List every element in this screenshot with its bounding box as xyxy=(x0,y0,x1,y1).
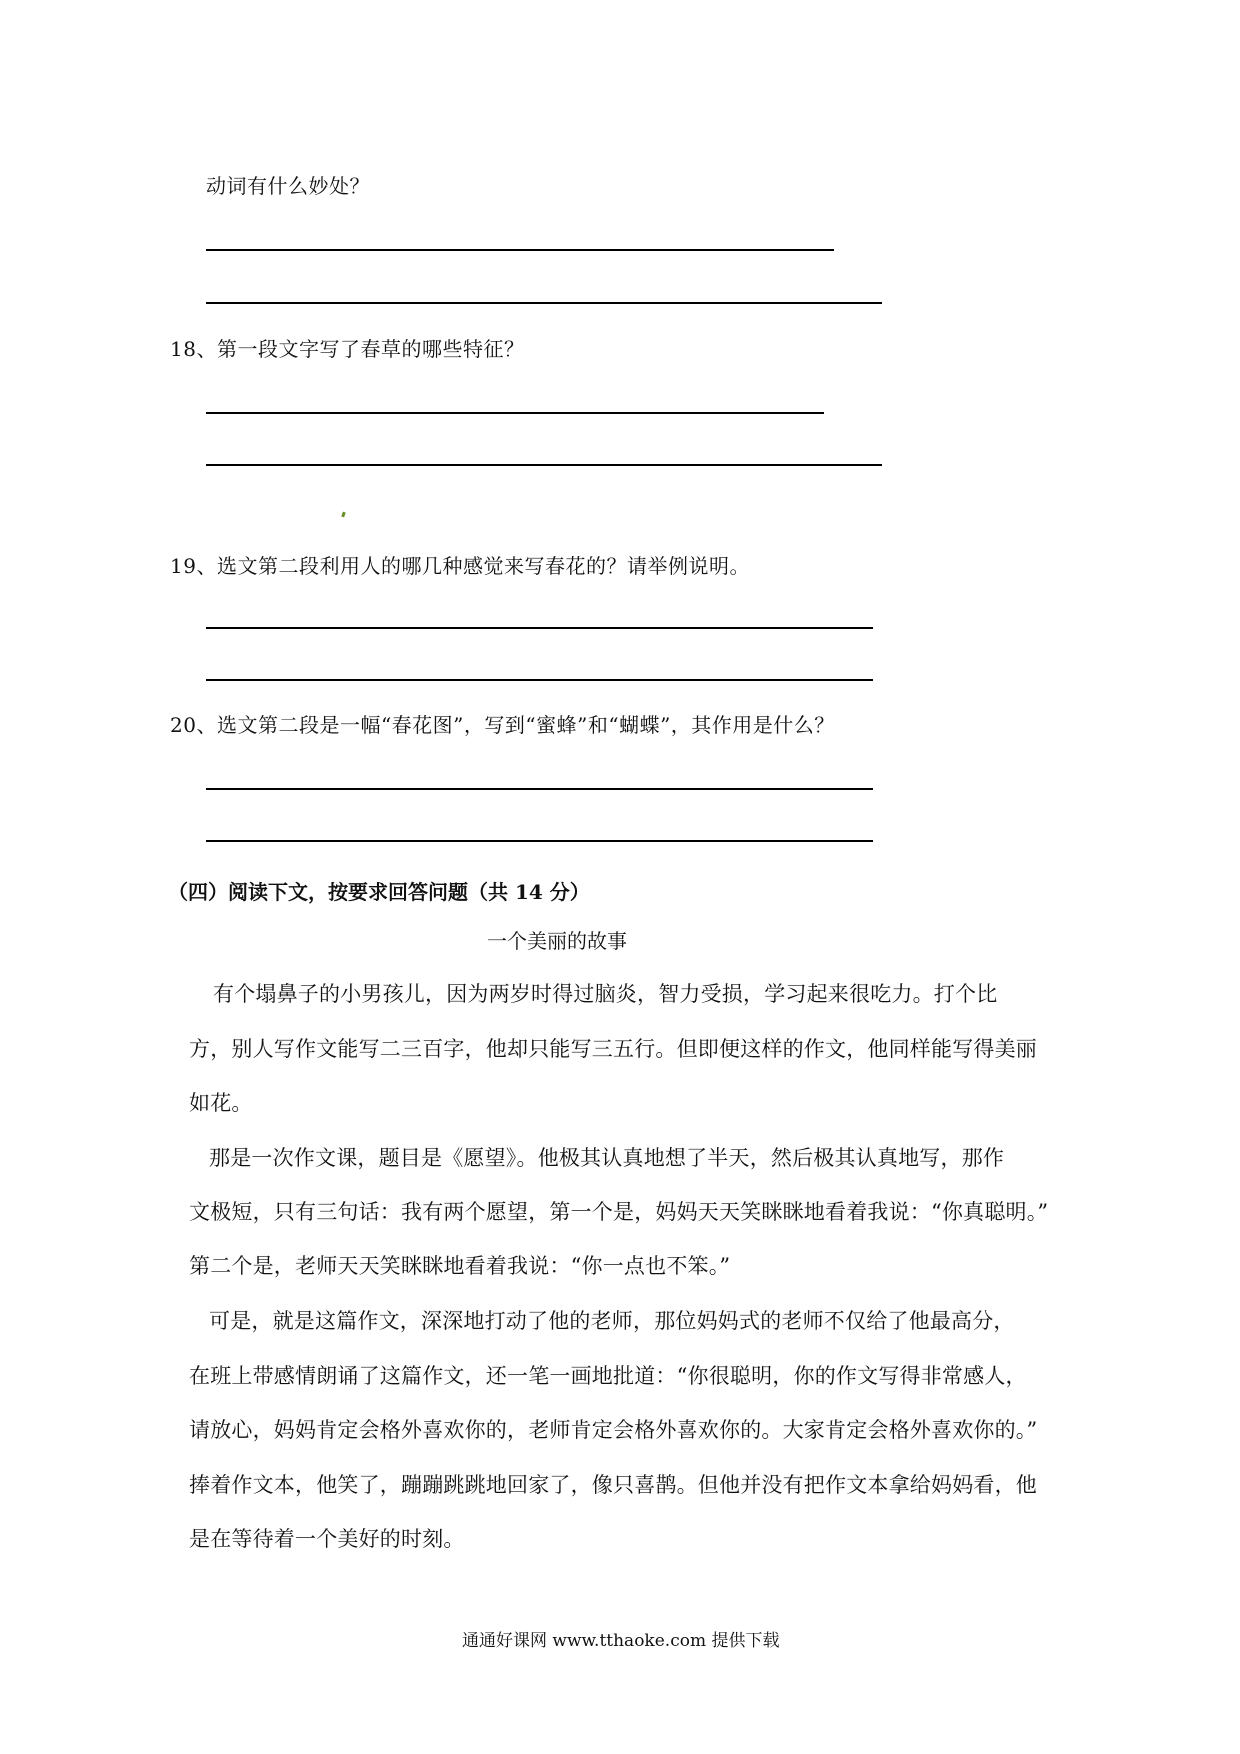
section-heading: （四）阅读下文，按要求回答问题（共 14 分） xyxy=(168,880,590,904)
article-line: 第二个是，老师天天笑眯眯地看着我说：“你一点也不笨。” xyxy=(189,1254,731,1278)
article-line: 如花。 xyxy=(189,1091,253,1115)
answer-line[interactable] xyxy=(206,464,882,466)
answer-line[interactable] xyxy=(206,840,873,842)
article-line: 可是，就是这篇作文，深深地打动了他的老师，那位妈妈式的老师不仅给了他最高分， xyxy=(209,1309,1015,1333)
article-line: 请放心，妈妈肯定会格外喜欢你的，老师肯定会格外喜欢你的。大家肯定会格外喜欢你的。” xyxy=(189,1418,1038,1442)
article-title: 一个美丽的故事 xyxy=(487,929,627,953)
answer-line[interactable] xyxy=(206,627,873,629)
answer-line[interactable] xyxy=(206,788,873,790)
ink-speck xyxy=(341,512,346,518)
article-line: 是在等待着一个美好的时刻。 xyxy=(189,1527,465,1551)
article-line: 捧着作文本，他笑了，蹦蹦跳跳地回家了，像只喜鹊。但他并没有把作文本拿给妈妈看，他 xyxy=(189,1473,1037,1497)
page-footer: 通通好课网 www.tthaoke.com 提供下载 xyxy=(462,1631,780,1651)
answer-line[interactable] xyxy=(206,249,834,251)
answer-line[interactable] xyxy=(206,679,873,681)
question-19: 19、选文第二段利用人的哪几种感觉来写春花的？请举例说明。 xyxy=(170,554,750,578)
article-line: 那是一次作文课，题目是《愿望》。他极其认真地想了半天，然后极其认真地写，那作 xyxy=(209,1146,1005,1170)
answer-line[interactable] xyxy=(206,302,882,304)
article-line: 有个塌鼻子的小男孩儿，因为两岁时得过脑炎，智力受损，学习起来很吃力。打个比 xyxy=(213,982,998,1006)
article-line: 文极短，只有三句话：我有两个愿望，第一个是，妈妈天天笑眯眯地看着我说：“你真聪明。” xyxy=(189,1200,1049,1224)
article-line: 方，别人写作文能写二三百字，他却只能写三五行。但即便这样的作文，他同样能写得美丽 xyxy=(189,1037,1037,1061)
question-17-tail: 动词有什么妙处？ xyxy=(206,174,370,198)
question-20: 20、选文第二段是一幅“春花图”，写到“蜜蜂”和“蝴蝶”，其作用是什么？ xyxy=(170,713,835,737)
article-line: 在班上带感情朗诵了这篇作文，还一笔一画地批道：“你很聪明，你的作文写得非常感人， xyxy=(189,1364,1027,1388)
answer-line[interactable] xyxy=(206,412,824,414)
question-18: 18、第一段文字写了春草的哪些特征？ xyxy=(170,337,525,361)
